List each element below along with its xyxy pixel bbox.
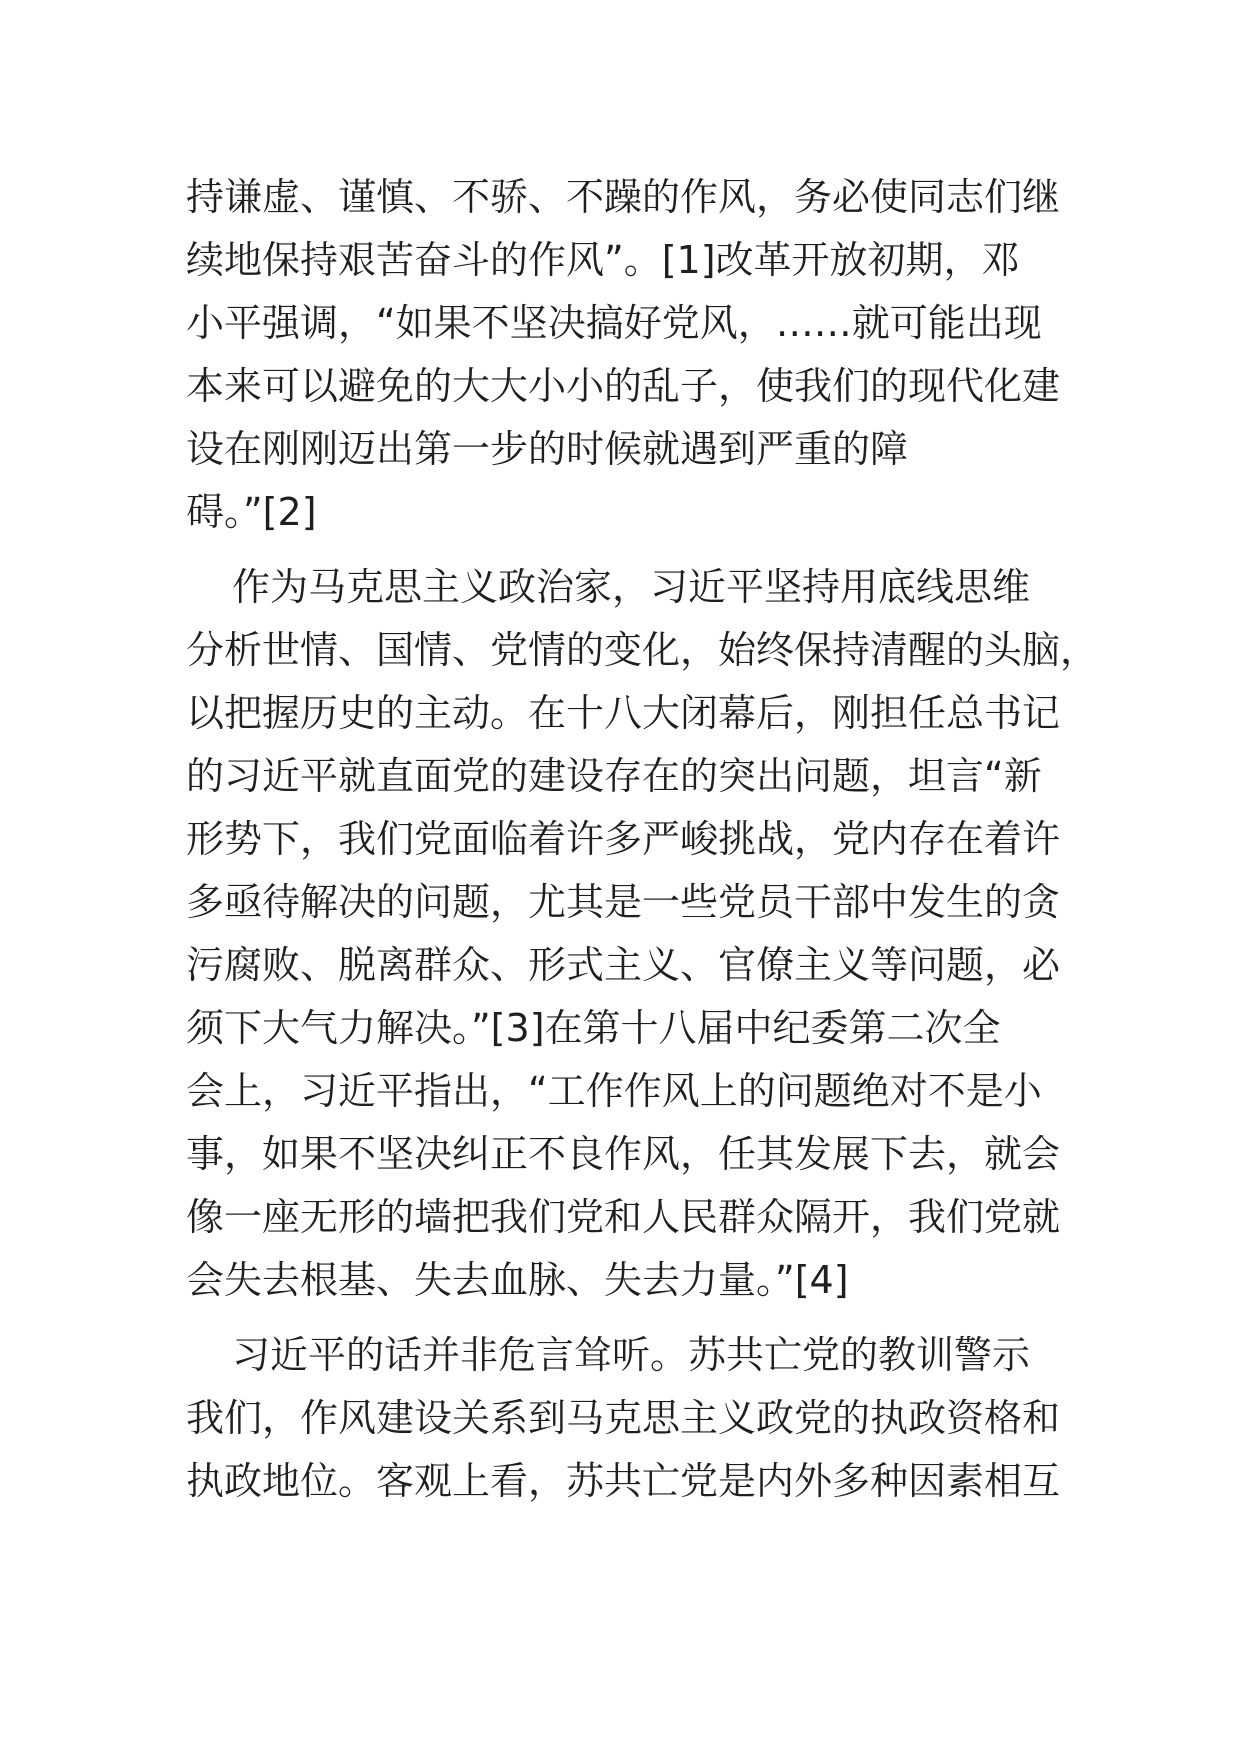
paragraph-1	[186, 166, 1086, 544]
body-text	[186, 166, 1099, 1513]
text-line: 污腐败、脱离群众、形式主义、官僚主义等问题，必	[186, 943, 1061, 987]
text-line: 作为马克思主义政治家，习近平坚持用底线思维	[232, 565, 1031, 609]
text-line: 以把握历史的主动。在十八大闭幕后，刚担任总书记	[186, 691, 1061, 735]
text-line: 须下大气力解决。”[3]在第十八届中纪委第二次全	[186, 1006, 1001, 1050]
paragraph-spacer	[186, 544, 1086, 556]
text-line: 会上，习近平指出，“工作作风上的问题绝对不是小	[186, 1069, 1042, 1113]
paragraph-spacer	[186, 1312, 1086, 1324]
text-line: 设在刚刚迈出第一步的时候就遇到严重的障	[186, 427, 909, 471]
paragraph-3	[186, 1324, 1086, 1513]
text-line: 碍。”[2]	[186, 490, 317, 534]
paragraph-2	[186, 556, 1099, 1312]
text-line: 会失去根基、失去血脉、失去力量。”[4]	[186, 1258, 849, 1302]
text-line: 续地保持艰苦奋斗的作风”。[1]改革开放初期，邓	[186, 238, 1020, 282]
text-line: 我们，作风建设关系到马克思主义政党的执政资格和	[186, 1396, 1061, 1440]
text-line: 形势下，我们党面临着许多严峻挑战，党内存在着许	[186, 817, 1061, 861]
text-line: 小平强调，“如果不坚决搞好党风，……就可能出现	[186, 301, 1042, 345]
text-line: 的习近平就直面党的建设存在的突出问题，坦言“新	[186, 754, 1042, 798]
text-line: 事，如果不坚决纠正不良作风，任其发展下去，就会	[186, 1132, 1061, 1176]
text-line: 持谦虚、谨慎、不骄、不躁的作风，务必使同志们继	[186, 175, 1061, 219]
text-line: 习近平的话并非危言耸听。苏共亡党的教训警示	[232, 1333, 1031, 1377]
text-line: 本来可以避免的大大小小的乱子，使我们的现代化建	[186, 364, 1061, 408]
text-line: 像一座无形的墙把我们党和人民群众隔开，我们党就	[186, 1195, 1061, 1239]
text-line: 多亟待解决的问题，尤其是一些党员干部中发生的贪	[186, 880, 1061, 924]
text-line: 执政地位。客观上看，苏共亡党是内外多种因素相互	[186, 1459, 1061, 1503]
text-line: 分析世情、国情、党情的变化，始终保持清醒的头脑，	[186, 628, 1099, 672]
